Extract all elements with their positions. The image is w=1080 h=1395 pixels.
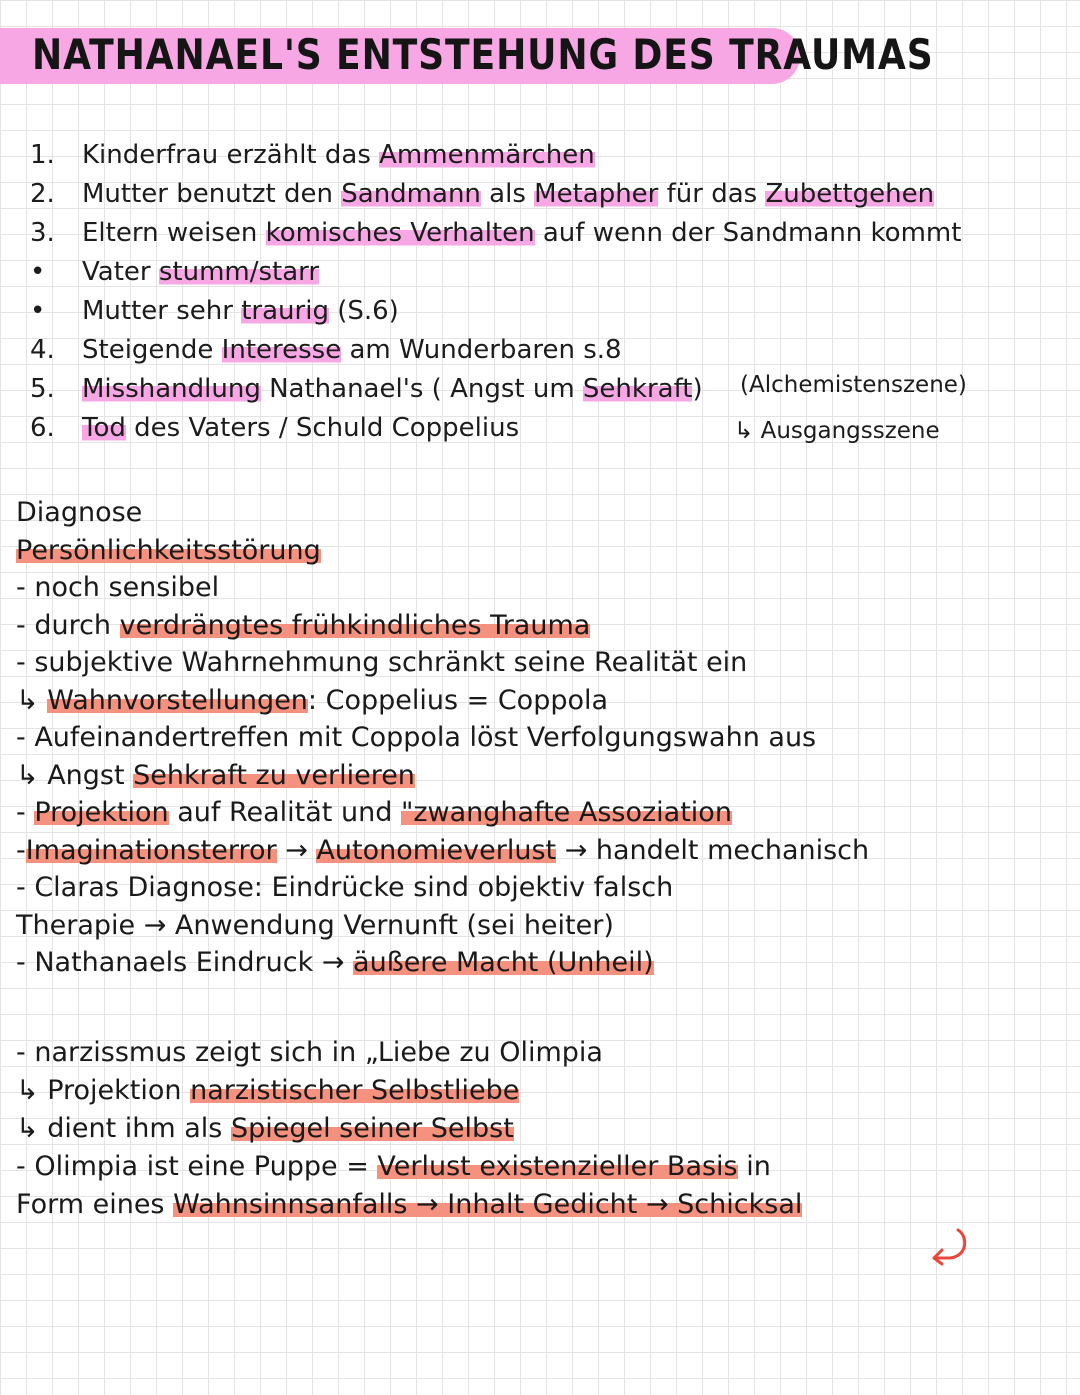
diagnosis-line: - subjektive Wahrnehmung schränkt seine Realität ein [16, 647, 748, 678]
list-marker: 1. [30, 140, 55, 170]
list-item: 5. Misshandlung Nathanael's ( Angst um Sehkraft) [30, 370, 961, 409]
narcissism-section [16, 1034, 802, 1224]
cause-list [30, 136, 961, 448]
list-marker: 2. [30, 179, 55, 209]
list-item: 3. Eltern weisen komisches Verhalten auf wenn der Sandmann kommt [30, 214, 961, 253]
diagnosis-line: - Nathanaels Eindruck → äußere Macht (Unheil) [16, 947, 654, 978]
diagnosis-line: ↳ Angst Sehkraft zu verlieren [16, 759, 415, 791]
list-marker: • [30, 296, 46, 326]
narcissism-line: Form eines Wahnsinnsanfalls → Inhalt Gedicht → Schicksal [16, 1189, 803, 1220]
list-item: 4. Steigende Interesse am Wunderbaren s.8 [30, 331, 961, 370]
list-item: • Vater stumm/starr [30, 253, 961, 292]
diagnosis-line: ↳ Wahnvorstellungen: Coppelius = Coppola [16, 684, 609, 716]
list-item: 6. Tod des Vaters / Schuld Coppelius [30, 409, 961, 448]
page-title: NATHANAEL'S ENTSTEHUNG DES TRAUMAS [32, 30, 934, 79]
narcissism-line: - Olimpia ist eine Puppe = Verlust existenzieller Basis in [16, 1151, 771, 1182]
list-marker: 6. [30, 413, 55, 443]
diagnosis-line: - Aufeinandertreffen mit Coppola löst Verfolgungswahn aus [16, 722, 817, 753]
list-item: 1. Kinderfrau erzählt das Ammenmärchen [30, 136, 961, 175]
list-marker: • [30, 257, 46, 287]
diagnosis-line: - durch verdrängtes frühkindliches Trauma [16, 609, 591, 641]
narcissism-line: - narzissmus zeigt sich in „Liebe zu Olimpia [16, 1037, 603, 1068]
list-item: • Mutter sehr traurig (S.6) [30, 292, 961, 331]
side-note-origin: ↳ Ausgangsszene [734, 418, 940, 444]
list-marker: 5. [30, 374, 55, 404]
diagnosis-line: - noch sensibel [16, 572, 220, 603]
list-marker: 4. [30, 335, 55, 365]
return-arrow-icon [928, 1226, 972, 1268]
diagnosis-section [16, 494, 869, 982]
list-item: 2. Mutter benutzt den Sandmann als Metapher für das Zubettgehen [30, 175, 961, 214]
diagnosis-line: Therapie → Anwendung Vernunft (sei heiter) [16, 909, 614, 941]
narcissism-line: ↳ Projektion narzistischer Selbstliebe [16, 1075, 520, 1106]
list-marker: 3. [30, 218, 55, 248]
diagnosis-line: - Projektion auf Realität und "zwanghafte Assoziation [16, 797, 732, 828]
diagnosis-heading: Diagnose [16, 497, 143, 528]
diagnosis-line: -Imaginationsterror → Autonomieverlust → handelt mechanisch [16, 834, 870, 866]
diagnosis-subheading: Persönlichkeitsstörung [16, 534, 321, 566]
diagnosis-line: - Claras Diagnose: Eindrücke sind objektiv falsch [16, 872, 674, 903]
narcissism-line: ↳ dient ihm als Spiegel seiner Selbst [16, 1113, 514, 1144]
side-note-alchemist: (Alchemistenszene) [740, 372, 967, 398]
